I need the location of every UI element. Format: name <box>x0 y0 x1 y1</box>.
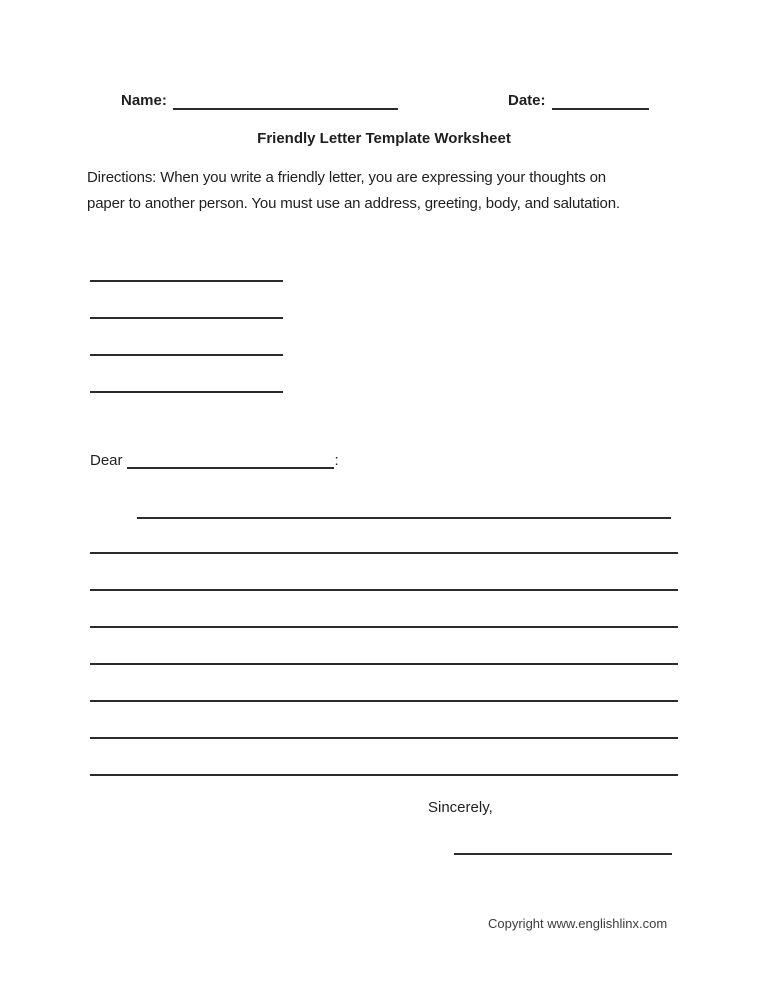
greeting-punctuation: : <box>334 452 339 469</box>
page-title: Friendly Letter Template Worksheet <box>257 130 511 147</box>
body-blank-line <box>90 589 678 591</box>
address-blank-lines <box>90 280 283 428</box>
date-blank-line <box>552 91 649 110</box>
body-blank-lines <box>90 552 678 811</box>
address-blank-line <box>90 391 283 393</box>
name-field <box>121 91 398 110</box>
greeting-row <box>90 451 339 469</box>
date-label: Date: <box>508 92 546 109</box>
directions-paragraph <box>87 165 697 216</box>
date-field <box>508 91 649 110</box>
body-blank-line <box>90 552 678 554</box>
copyright-text: Copyright www.englishlinx.com <box>488 916 668 931</box>
name-blank-line <box>173 91 398 110</box>
greeting-blank-line <box>127 451 334 469</box>
signature-blank-line <box>454 851 672 855</box>
closing-label: Sincerely, <box>428 799 493 816</box>
name-label: Name: <box>121 92 167 109</box>
body-blank-line <box>90 774 678 776</box>
directions-line-1: Directions: When you write a friendly letter, you are expressing your thoughts on <box>87 169 606 186</box>
body-blank-line <box>90 663 678 665</box>
greeting-label: Dear <box>90 452 123 469</box>
directions-line-2: paper to another person. You must use an address, greeting, body, and salutation. <box>87 194 620 212</box>
body-blank-line <box>90 737 678 739</box>
address-blank-line <box>90 317 283 319</box>
address-blank-line <box>90 354 283 356</box>
body-indented-blank-line <box>137 515 671 519</box>
address-blank-line <box>90 280 283 282</box>
body-blank-line <box>90 700 678 702</box>
body-blank-line <box>90 626 678 628</box>
